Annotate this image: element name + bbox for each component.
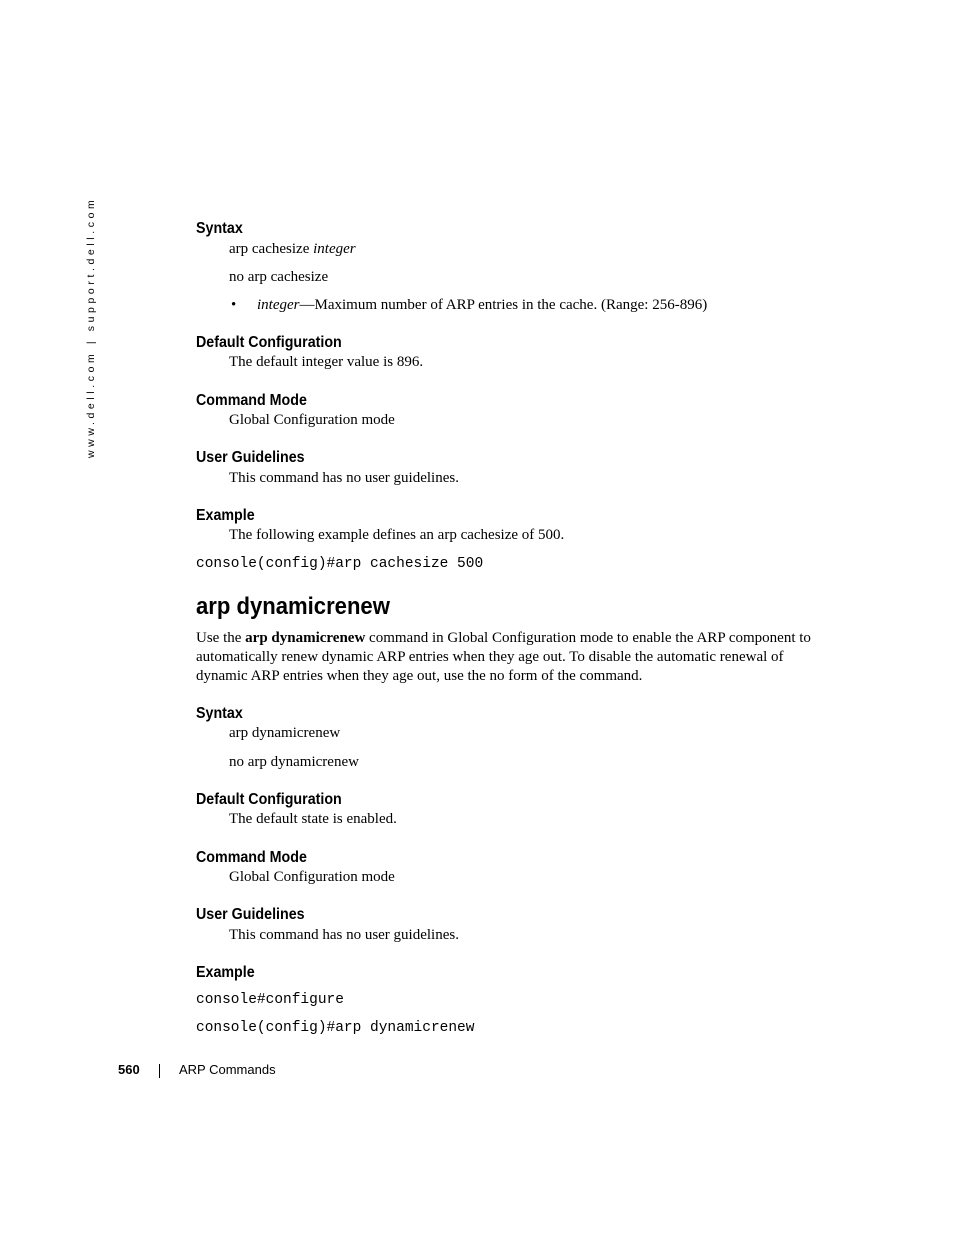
page-number: 560 [118, 1062, 140, 1077]
example-heading-2: Example [196, 964, 255, 981]
example-code-1: console#configure [196, 992, 344, 1008]
user-guidelines-heading-2: User Guidelines [196, 906, 305, 923]
chapter-name: ARP Commands [179, 1062, 276, 1077]
syntax-command: arp cachesize [229, 241, 310, 257]
syntax-line-1 [229, 241, 356, 258]
bullet: • [231, 297, 237, 313]
parameter-description [257, 297, 707, 314]
syntax-argument: integer [313, 241, 356, 257]
intro-pre: Use the [196, 630, 246, 646]
command-mode-heading-2: Command Mode [196, 849, 307, 866]
intro-paragraph [196, 629, 816, 687]
user-guidelines-text-2: This command has no user guidelines. [229, 927, 459, 943]
syntax-heading: Syntax [196, 220, 243, 237]
example-code: console(config)#arp cachesize 500 [196, 556, 484, 572]
default-config-text-2: The default state is enabled. [229, 811, 397, 827]
default-config-heading: Default Configuration [196, 334, 342, 351]
command-mode-heading: Command Mode [196, 392, 307, 409]
intro-command: arp dynamicrenew [245, 630, 366, 646]
parameter-name: integer [257, 297, 300, 313]
syntax2-line-1: arp dynamicrenew [229, 725, 341, 741]
syntax-heading-2: Syntax [196, 705, 243, 722]
example-text: The following example defines an arp cachesize of 500. [229, 527, 565, 543]
side-url-text: www.dell.com | support.dell.com [85, 196, 97, 458]
intro-post: command in Global Configuration mode to enable the ARP component to automatically renew dynamic ARP entries when they age out. To disable the automatic renewal of dynamic ARP entries when they age out, use the no form of the command. [196, 630, 811, 685]
user-guidelines-heading: User Guidelines [196, 449, 305, 466]
default-config-text: The default integer value is 896. [229, 354, 424, 370]
syntax2-line-2: no arp dynamicrenew [229, 754, 359, 770]
command-mode-text-2: Global Configuration mode [229, 869, 395, 885]
user-guidelines-text: This command has no user guidelines. [229, 470, 459, 486]
parameter-text: —Maximum number of ARP entries in the cache. (Range: 256-896) [299, 297, 708, 313]
command-mode-text: Global Configuration mode [229, 412, 395, 428]
example-heading: Example [196, 507, 255, 524]
syntax-line-2: no arp cachesize [229, 269, 329, 285]
example-code-2: console(config)#arp dynamicrenew [196, 1020, 475, 1036]
section-title: arp dynamicrenew [196, 593, 390, 620]
default-config-heading-2: Default Configuration [196, 791, 342, 808]
footer-separator [159, 1064, 160, 1078]
